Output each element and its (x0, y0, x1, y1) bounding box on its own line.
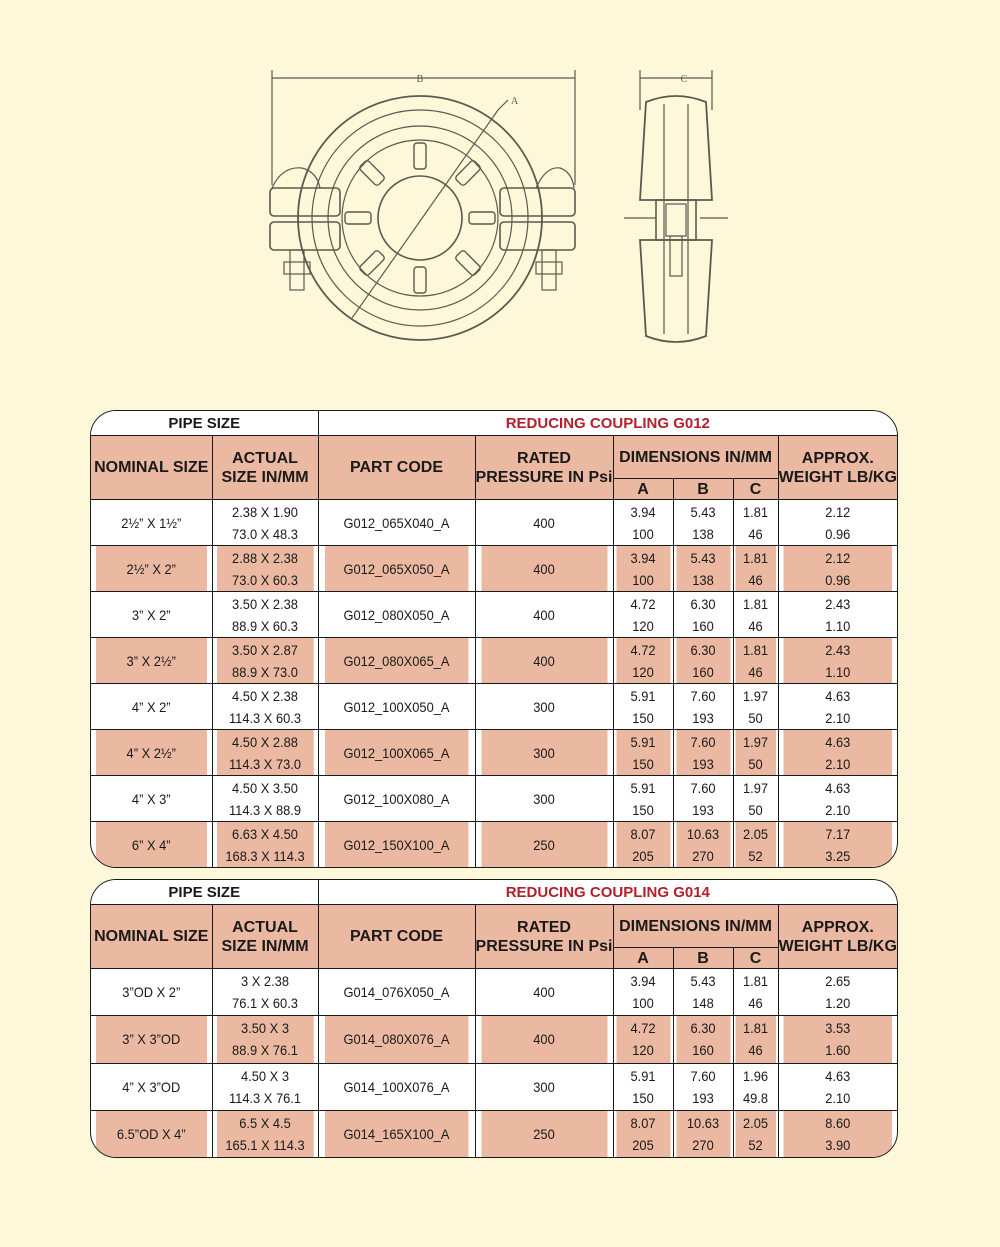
dimension-b-cell (675, 500, 730, 546)
weight-cell-inch: 7.17 (825, 825, 851, 842)
actual-size-cell-inch: 2.88 X 2.38 (232, 549, 298, 566)
weight-cell-metric: 2.10 (825, 801, 851, 818)
dimension-c-header: C (733, 479, 778, 500)
actual-size-cell (216, 1063, 314, 1110)
dimension-c-cell (735, 638, 776, 684)
weight-cell (783, 730, 893, 776)
dimension-c-cell-metric: 46 (748, 1042, 763, 1059)
actual-size-cell (216, 1016, 314, 1063)
actual-size-cell-inch: 6.5 X 4.5 (239, 1114, 291, 1131)
dimensions-header: DIMENSIONS IN/MM (613, 436, 778, 479)
g014-table-body (91, 969, 897, 1158)
table-row (91, 1063, 897, 1110)
dimension-b-cell-inch: 5.43 (690, 973, 716, 990)
actual-size-cell-metric: 114.3 X 76.1 (228, 1089, 302, 1106)
actual-size-cell (216, 546, 314, 592)
dimension-c-cell-inch: 1.81 (742, 973, 769, 990)
dimension-c-cell-metric: 52 (748, 847, 763, 864)
actual-size-header: ACTUAL SIZE IN/MM (212, 905, 318, 969)
part-code-cell: G012_065X040_A (324, 500, 468, 546)
dimension-a-cell (615, 969, 670, 1016)
dimension-a-cell-metric: 120 (632, 1042, 654, 1059)
dimension-c-header: C (733, 948, 778, 969)
pipe-size-header: PIPE SIZE (91, 411, 318, 436)
dimension-b-cell-inch: 6.30 (690, 641, 716, 658)
dimension-a-cell-metric: 150 (632, 801, 654, 818)
dimension-b-cell (675, 1016, 730, 1063)
actual-size-cell-inch: 2.38 X 1.90 (232, 503, 298, 520)
weight-cell-metric: 2.10 (825, 1089, 851, 1106)
dimension-a-cell (615, 638, 670, 684)
actual-size-cell-inch: 4.50 X 2.38 (232, 687, 298, 704)
table-row (91, 776, 897, 822)
dimension-a-cell-inch: 3.94 (630, 549, 656, 566)
nominal-size-header: NOMINAL SIZE (91, 436, 212, 500)
dimension-b-cell (675, 1063, 730, 1110)
dimension-b-cell-metric: 160 (692, 663, 714, 680)
actual-size-cell-inch: 4.50 X 3.50 (232, 779, 298, 796)
weight-header: APPROX. WEIGHT LB/KG (778, 905, 897, 969)
nominal-size-cell: 4” X 3”OD (96, 1063, 207, 1110)
dimension-b-cell-inch: 6.30 (690, 595, 716, 612)
dimension-c-cell (735, 1110, 776, 1157)
dimension-a-cell-metric: 150 (632, 709, 654, 726)
dimension-c-cell (735, 1016, 776, 1063)
actual-size-cell-metric: 76.1 X 60.3 (232, 995, 298, 1012)
weight-cell (783, 1063, 893, 1110)
dimension-c-cell (735, 776, 776, 822)
dimension-a-cell (615, 730, 670, 776)
dimension-b-cell-metric: 138 (692, 571, 714, 588)
dimension-a-cell-metric: 205 (632, 1136, 654, 1153)
dimension-a-cell-inch: 4.72 (630, 1020, 656, 1037)
actual-size-cell-metric: 88.9 X 60.3 (232, 617, 298, 634)
actual-size-cell-metric: 73.0 X 60.3 (232, 571, 298, 588)
actual-size-cell (216, 684, 314, 730)
dimension-a-cell-inch: 5.91 (630, 779, 656, 796)
dimension-b-cell-inch: 5.43 (690, 503, 716, 520)
dimension-c-cell-inch: 2.05 (742, 825, 769, 842)
pipe-size-header: PIPE SIZE (91, 880, 318, 905)
dimension-b-cell (675, 1110, 730, 1157)
dimension-a-cell (615, 1110, 670, 1157)
dimension-b-cell-metric: 193 (692, 1089, 714, 1106)
dimension-b-cell (675, 546, 730, 592)
dimension-c-cell (735, 500, 776, 546)
part-code-header: PART CODE (318, 905, 475, 969)
dimension-c-cell (735, 969, 776, 1016)
dimension-c-cell-inch: 1.97 (742, 687, 769, 704)
dimension-b-cell-metric: 193 (692, 801, 714, 818)
actual-size-cell-metric: 114.3 X 73.0 (228, 755, 302, 772)
dimension-c-cell-metric: 49.8 (742, 1089, 769, 1106)
actual-size-cell-inch: 6.63 X 4.50 (232, 825, 298, 842)
dimension-b-cell-inch: 7.60 (690, 1067, 716, 1084)
dimension-b-cell-metric: 270 (692, 847, 714, 864)
dimension-c-cell-metric: 52 (748, 1136, 763, 1153)
dimension-b-cell-inch: 6.30 (690, 1020, 716, 1037)
weight-cell-metric: 3.25 (825, 847, 851, 864)
weight-cell-inch: 4.63 (825, 779, 851, 796)
part-code-cell: G014_100X076_A (324, 1063, 468, 1110)
dimension-b-cell-inch: 7.60 (690, 779, 716, 796)
weight-cell (783, 1016, 893, 1063)
weight-cell (783, 592, 893, 638)
rated-pressure-cell: 400 (481, 969, 608, 1016)
nominal-size-cell: 2½” X 2” (96, 546, 207, 592)
actual-size-cell (216, 500, 314, 546)
nominal-size-cell: 3” X 2½” (96, 638, 207, 684)
dimension-c-cell (735, 546, 776, 592)
actual-size-cell (216, 969, 314, 1016)
dimension-c-cell-metric: 50 (748, 709, 763, 726)
actual-size-cell-inch: 4.50 X 3 (241, 1067, 289, 1084)
part-code-cell: G012_065X050_A (324, 546, 468, 592)
nominal-size-cell: 2½” X 1½” (96, 500, 207, 546)
dimension-b-cell (675, 969, 730, 1016)
rated-pressure-cell: 400 (481, 500, 608, 546)
dimension-c-cell-metric: 46 (748, 995, 763, 1012)
dimension-b-cell-metric: 193 (692, 709, 714, 726)
actual-size-cell (216, 592, 314, 638)
dimension-a-cell-inch: 5.91 (630, 1067, 656, 1084)
weight-cell-inch: 2.43 (825, 641, 851, 658)
table-row (91, 684, 897, 730)
part-code-cell: G014_076X050_A (324, 969, 468, 1016)
dimension-b-cell (675, 638, 730, 684)
table-row (91, 969, 897, 1016)
actual-size-cell-metric: 165.1 X 114.3 (225, 1136, 305, 1153)
weight-cell-inch: 8.60 (825, 1114, 851, 1131)
rated-pressure-cell: 300 (481, 1063, 608, 1110)
nominal-size-cell: 6” X 4” (96, 822, 207, 868)
weight-cell-metric: 2.10 (825, 709, 851, 726)
dimension-a-cell-metric: 100 (632, 525, 654, 542)
dimension-a-cell (615, 822, 670, 868)
dimension-b-cell-inch: 5.43 (690, 549, 716, 566)
weight-cell-metric: 0.96 (825, 525, 851, 542)
weight-cell-inch: 2.12 (825, 503, 851, 520)
actual-size-cell (216, 822, 314, 868)
nominal-size-cell: 3” X 3”OD (96, 1016, 207, 1063)
g012-table-body (91, 500, 897, 868)
dimension-b-header: B (673, 479, 733, 500)
weight-cell-inch: 4.63 (825, 687, 851, 704)
dimension-a-cell-metric: 150 (632, 755, 654, 772)
dimension-b-cell-metric: 160 (692, 617, 714, 634)
table-row (91, 822, 897, 868)
weight-cell-metric: 1.60 (825, 1042, 851, 1059)
dimension-a-cell-inch: 3.94 (630, 503, 656, 520)
dimension-b-cell-inch: 7.60 (690, 733, 716, 750)
table-row (91, 1016, 897, 1063)
actual-size-cell-inch: 3 X 2.38 (241, 973, 289, 990)
weight-cell-inch: 4.63 (825, 1067, 851, 1084)
rated-pressure-cell: 400 (481, 592, 608, 638)
label-c: C (680, 74, 688, 85)
part-code-cell: G012_100X080_A (324, 776, 468, 822)
part-code-cell: G012_100X065_A (324, 730, 468, 776)
table-title: REDUCING COUPLING G014 (318, 880, 897, 905)
actual-size-header: ACTUAL SIZE IN/MM (212, 436, 318, 500)
nominal-size-cell: 3”OD X 2” (96, 969, 207, 1016)
dimension-a-cell (615, 1063, 670, 1110)
dimension-a-cell-inch: 8.07 (630, 825, 656, 842)
dimension-c-cell-metric: 46 (748, 525, 763, 542)
weight-cell-metric: 3.90 (825, 1136, 851, 1153)
dimension-a-cell-metric: 100 (632, 571, 654, 588)
dimension-a-cell-inch: 4.72 (630, 641, 656, 658)
dimension-c-cell-inch: 1.81 (742, 549, 769, 566)
actual-size-cell-metric: 88.9 X 76.1 (232, 1042, 298, 1059)
dimension-a-cell (615, 500, 670, 546)
dimension-a-cell (615, 776, 670, 822)
dimension-c-cell-inch: 2.05 (742, 1114, 769, 1131)
rated-pressure-cell: 400 (481, 546, 608, 592)
table-row (91, 638, 897, 684)
weight-cell-metric: 2.10 (825, 755, 851, 772)
dimension-a-header: A (613, 479, 673, 500)
dimension-a-cell (615, 546, 670, 592)
dimension-c-cell (735, 592, 776, 638)
dimension-c-cell (735, 1063, 776, 1110)
dimension-c-cell-metric: 50 (748, 801, 763, 818)
weight-cell-metric: 1.20 (825, 995, 851, 1012)
reducing-coupling-g014-table (90, 879, 898, 1158)
dimension-a-cell-inch: 8.07 (630, 1114, 656, 1131)
dimension-c-cell-inch: 1.97 (742, 779, 769, 796)
nominal-size-cell: 4” X 2” (96, 684, 207, 730)
dimension-c-cell-inch: 1.96 (742, 1067, 769, 1084)
actual-size-cell-inch: 3.50 X 3 (241, 1020, 289, 1037)
dimension-a-cell-inch: 5.91 (630, 687, 656, 704)
dimension-c-cell (735, 730, 776, 776)
dimension-c-cell-metric: 46 (748, 663, 763, 680)
nominal-size-cell: 4” X 3” (96, 776, 207, 822)
dimension-a-cell (615, 684, 670, 730)
actual-size-cell-metric: 114.3 X 60.3 (228, 709, 302, 726)
part-code-cell: G014_080X076_A (324, 1016, 468, 1063)
dimension-a-cell-metric: 205 (632, 847, 654, 864)
dimension-b-cell-inch: 10.63 (686, 825, 720, 842)
dimension-b-cell (675, 776, 730, 822)
dimension-c-cell-inch: 1.81 (742, 1020, 769, 1037)
weight-cell-inch: 2.65 (825, 973, 851, 990)
actual-size-cell-metric: 73.0 X 48.3 (232, 525, 298, 542)
part-code-header: PART CODE (318, 436, 475, 500)
weight-cell-metric: 0.96 (825, 571, 851, 588)
dimension-b-cell-metric: 138 (692, 525, 714, 542)
dimension-a-cell-metric: 150 (632, 1089, 654, 1106)
dimension-a-cell (615, 1016, 670, 1063)
actual-size-cell-metric: 168.3 X 114.3 (225, 847, 305, 864)
dimension-c-cell-inch: 1.81 (742, 641, 769, 658)
dimension-b-cell-inch: 10.63 (686, 1114, 720, 1131)
part-code-cell: G012_100X050_A (324, 684, 468, 730)
part-code-cell: G012_080X065_A (324, 638, 468, 684)
rated-pressure-cell: 400 (481, 1016, 608, 1063)
dimension-a-cell-metric: 120 (632, 663, 654, 680)
weight-cell (783, 1110, 893, 1157)
dimension-b-cell (675, 592, 730, 638)
nominal-size-header: NOMINAL SIZE (91, 905, 212, 969)
part-code-cell: G014_165X100_A (324, 1110, 468, 1157)
nominal-size-cell: 6.5”OD X 4” (96, 1110, 207, 1157)
weight-cell-inch: 4.63 (825, 733, 851, 750)
rated-pressure-cell: 300 (481, 684, 608, 730)
actual-size-cell-inch: 4.50 X 2.88 (232, 733, 298, 750)
weight-cell (783, 684, 893, 730)
actual-size-cell (216, 730, 314, 776)
nominal-size-cell: 4” X 2½” (96, 730, 207, 776)
dimension-b-cell-inch: 7.60 (690, 687, 716, 704)
reducing-coupling-g012-table (90, 410, 898, 868)
rated-pressure-cell: 300 (481, 730, 608, 776)
table-row (91, 500, 897, 546)
dimension-a-cell-inch: 3.94 (630, 973, 656, 990)
actual-size-cell (216, 776, 314, 822)
actual-size-cell (216, 1110, 314, 1157)
dimension-b-cell (675, 730, 730, 776)
dimension-c-cell-metric: 50 (748, 755, 763, 772)
dimension-c-cell (735, 684, 776, 730)
dimension-a-cell-metric: 120 (632, 617, 654, 634)
dimension-b-header: B (673, 948, 733, 969)
dimension-c-cell (735, 822, 776, 868)
weight-cell (783, 546, 893, 592)
part-code-cell: G012_150X100_A (324, 822, 468, 868)
table-title: REDUCING COUPLING G012 (318, 411, 897, 436)
dimension-a-cell-metric: 100 (632, 995, 654, 1012)
dimension-c-cell-inch: 1.97 (742, 733, 769, 750)
part-code-cell: G012_080X050_A (324, 592, 468, 638)
dimension-b-cell-metric: 148 (692, 995, 714, 1012)
weight-cell-metric: 1.10 (825, 617, 851, 634)
rated-pressure-header: RATED PRESSURE IN Psi (475, 905, 613, 969)
rated-pressure-cell: 300 (481, 776, 608, 822)
dimensions-header: DIMENSIONS IN/MM (613, 905, 778, 948)
weight-cell-inch: 2.12 (825, 549, 851, 566)
weight-cell-metric: 1.10 (825, 663, 851, 680)
dimension-a-cell-inch: 5.91 (630, 733, 656, 750)
rated-pressure-cell: 400 (481, 638, 608, 684)
actual-size-cell-inch: 3.50 X 2.87 (232, 641, 298, 658)
actual-size-cell-metric: 88.9 X 73.0 (232, 663, 298, 680)
weight-cell (783, 776, 893, 822)
weight-header: APPROX. WEIGHT LB/KG (778, 436, 897, 500)
rated-pressure-header: RATED PRESSURE IN Psi (475, 436, 613, 500)
dimension-a-cell-inch: 4.72 (630, 595, 656, 612)
dimension-b-cell-metric: 160 (692, 1042, 714, 1059)
weight-cell-inch: 3.53 (825, 1020, 851, 1037)
nominal-size-cell: 3” X 2” (96, 592, 207, 638)
rated-pressure-cell: 250 (481, 1110, 608, 1157)
dimension-b-cell-metric: 270 (692, 1136, 714, 1153)
dimension-a-cell (615, 592, 670, 638)
coupling-technical-drawing (0, 0, 1000, 380)
rated-pressure-cell: 250 (481, 822, 608, 868)
dimension-b-cell (675, 684, 730, 730)
label-b: B (416, 74, 424, 85)
table-row (91, 1110, 897, 1157)
actual-size-cell-inch: 3.50 X 2.38 (232, 595, 298, 612)
weight-cell (783, 822, 893, 868)
table-row (91, 592, 897, 638)
dimension-c-cell-inch: 1.81 (742, 503, 769, 520)
dimension-a-header: A (613, 948, 673, 969)
table-row (91, 546, 897, 592)
weight-cell-inch: 2.43 (825, 595, 851, 612)
weight-cell (783, 969, 893, 1016)
dimension-b-cell (675, 822, 730, 868)
table-row (91, 730, 897, 776)
weight-cell (783, 638, 893, 684)
weight-cell (783, 500, 893, 546)
actual-size-cell (216, 638, 314, 684)
label-a: A (511, 96, 519, 107)
dimension-c-cell-inch: 1.81 (742, 595, 769, 612)
dimension-b-cell-metric: 193 (692, 755, 714, 772)
dimension-c-cell-metric: 46 (748, 617, 763, 634)
actual-size-cell-metric: 114.3 X 88.9 (228, 801, 302, 818)
dimension-c-cell-metric: 46 (748, 571, 763, 588)
